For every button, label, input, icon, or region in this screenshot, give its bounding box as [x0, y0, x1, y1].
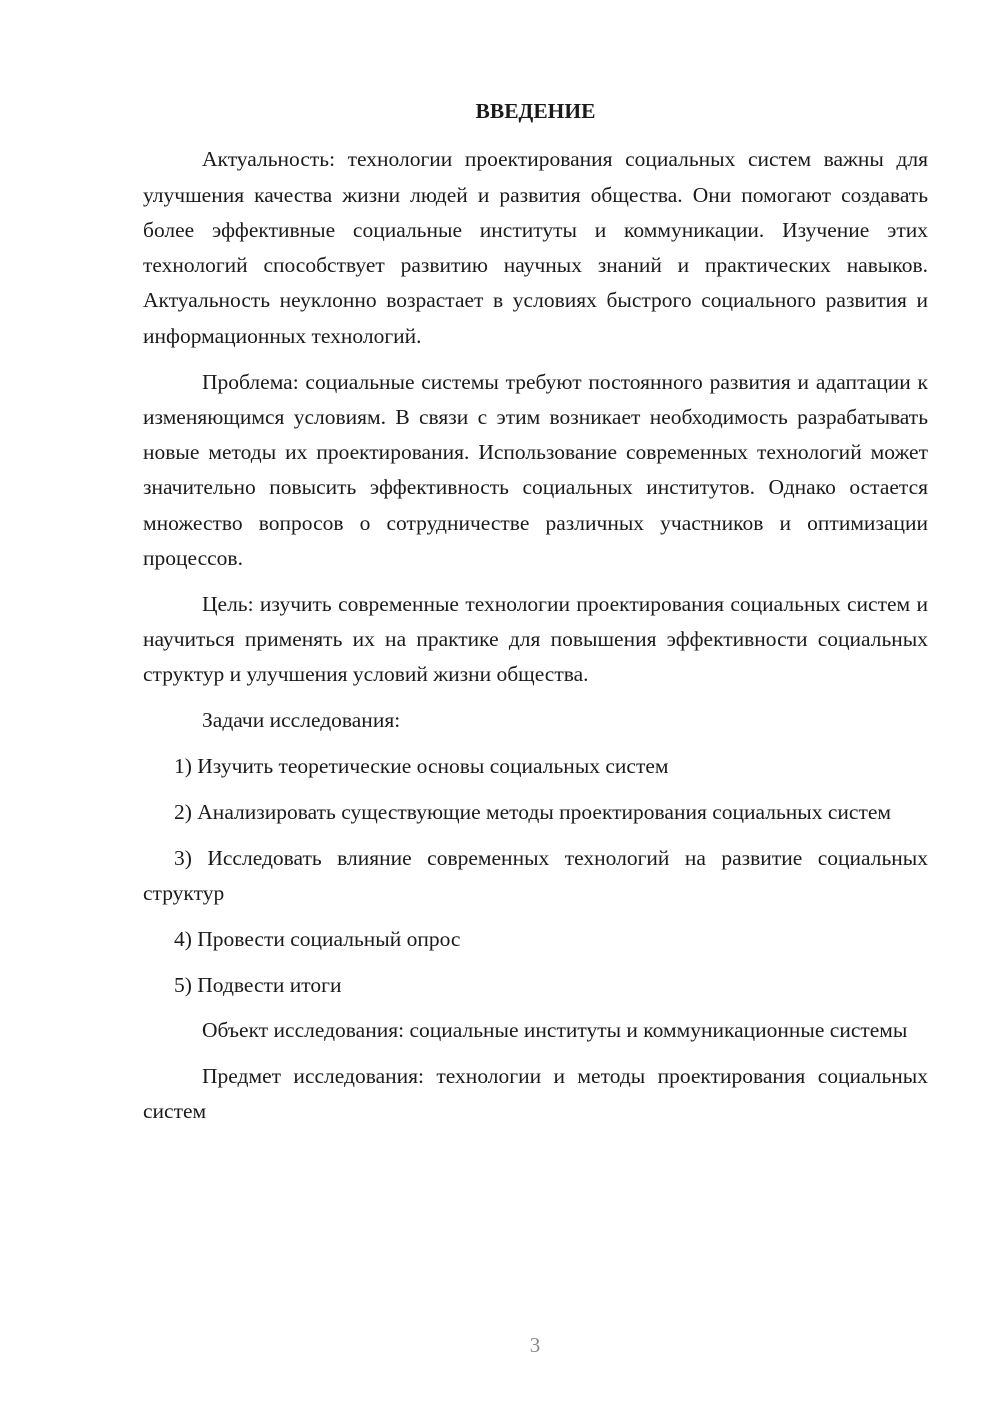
relevance-paragraph: Актуальность: технологии проектирования социальных систем важны для улучшения качества жизни людей и развития общества. Они помогают создавать более эффективные социальные институты и коммуникации. Изучение этих технологий способствует развитию научных знаний и практических навыков. Актуальность неуклонно возрастает в условиях быстрого социального развития и информационных технологий. — [143, 147, 928, 348]
task-item-1: 1) Изучить теоретические основы социальных систем — [174, 754, 669, 779]
section-heading: ВВЕДЕНИЕ — [475, 99, 596, 123]
problem-paragraph: Проблема: социальные системы требуют постоянного развития и адаптации к изменяющимся условиям. В связи с этим возникает необходимость разрабатывать новые методы их проектирования. Использование современных технологий может значительно повысить эффективность социальных институтов. Однако остается множество вопросов о сотрудничестве различных участников и оптимизации процессов. — [143, 369, 928, 571]
page-number: 3 — [529, 1333, 541, 1357]
tasks-heading: Задачи исследования: — [202, 708, 401, 733]
object-paragraph: Объект исследования: социальные институты и коммуникационные системы — [202, 1018, 908, 1043]
goal-paragraph: Цель: изучить современные технологии проектирования социальных систем и научиться применять их на практике для повышения эффективности социальных структур и улучшения условий жизни общества. — [143, 591, 928, 687]
task-item-3: 3) Исследовать влияние современных технологий на развитие социальных структур — [143, 845, 928, 905]
task-item-5: 5) Подвести итоги — [174, 972, 342, 997]
task-item-4: 4) Провести социальный опрос — [174, 926, 461, 951]
page-body — [143, 94, 928, 1140]
subject-paragraph: Предмет исследования: технологии и методы проектирования социальных систем — [143, 1064, 928, 1124]
task-item-2: 2) Анализировать существующие методы проектирования социальных систем — [174, 799, 891, 824]
